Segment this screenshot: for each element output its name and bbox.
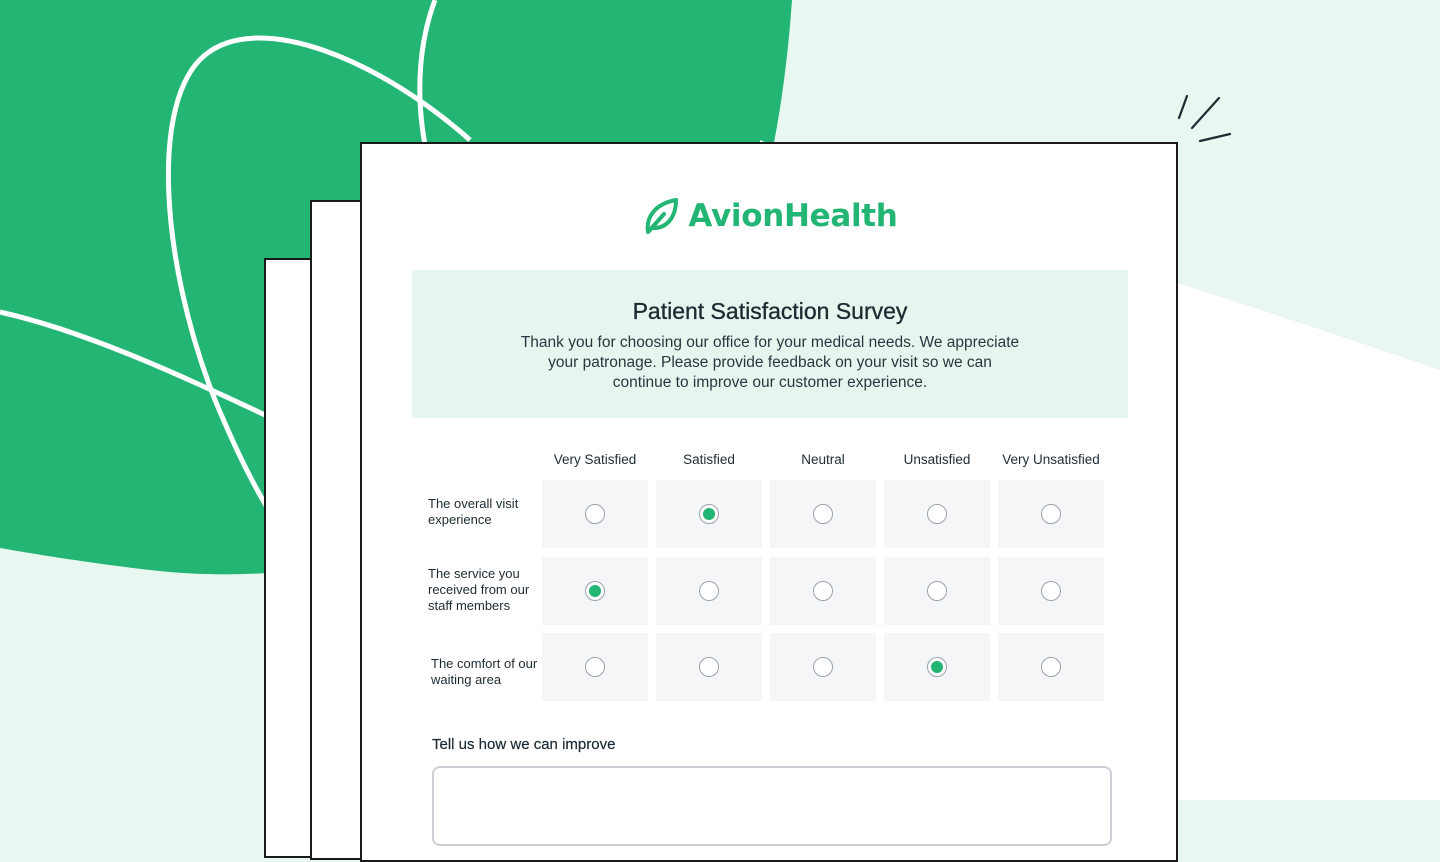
rating-cell — [998, 557, 1104, 625]
rating-radio[interactable] — [585, 657, 605, 677]
rating-cell — [656, 557, 762, 625]
rating-cell — [656, 633, 762, 701]
row-label: The service you received from our staff members — [428, 566, 530, 613]
rating-cell — [656, 480, 762, 548]
rating-radio[interactable] — [585, 504, 605, 524]
rating-cell — [542, 633, 648, 701]
improve-textarea[interactable] — [432, 766, 1112, 846]
rating-cell — [542, 557, 648, 625]
rating-radio[interactable] — [1041, 581, 1061, 601]
rating-cell — [884, 633, 990, 701]
rating-radio[interactable] — [927, 504, 947, 524]
rating-cell — [998, 633, 1104, 701]
column-header: Neutral — [801, 452, 845, 467]
rating-radio[interactable] — [699, 657, 719, 677]
rating-cell — [998, 480, 1104, 548]
rating-cell — [770, 633, 876, 701]
rating-radio[interactable] — [1041, 504, 1061, 524]
column-header: Unsatisfied — [903, 452, 971, 467]
rating-radio[interactable] — [813, 581, 833, 601]
brand-name: AvionHealth — [688, 198, 898, 234]
leaf-icon — [640, 196, 680, 236]
column-header: Very Satisfied — [553, 452, 637, 467]
brand-logo — [362, 196, 1176, 236]
rating-radio[interactable] — [699, 504, 719, 524]
survey-title: Patient Satisfaction Survey — [632, 298, 908, 324]
column-header: Very Unsatisfied — [1002, 452, 1100, 467]
rating-radio[interactable] — [699, 581, 719, 601]
rating-cell — [542, 480, 648, 548]
survey-sheet — [360, 142, 1178, 862]
rating-radio[interactable] — [1041, 657, 1061, 677]
rating-cell — [884, 480, 990, 548]
row-label: The comfort of our waiting area — [431, 656, 538, 687]
survey-description: Thank you for choosing our office for your medical needs. We appreciate your patronage. Please provide feedback on your visit so we can continue to improve our customer experience. — [520, 334, 1020, 391]
rating-radio[interactable] — [813, 657, 833, 677]
column-header: Satisfied — [683, 452, 735, 467]
rating-radio[interactable] — [813, 504, 833, 524]
row-label: The overall visit experience — [428, 496, 519, 527]
sparkle-icon — [1179, 96, 1230, 141]
rating-cell — [770, 480, 876, 548]
rating-cell — [884, 557, 990, 625]
rating-radio[interactable] — [927, 581, 947, 601]
rating-radio[interactable] — [585, 581, 605, 601]
survey-intro-panel — [412, 270, 1128, 418]
improve-label: Tell us how we can improve — [432, 736, 616, 753]
rating-radio[interactable] — [927, 657, 947, 677]
rating-cell — [770, 557, 876, 625]
